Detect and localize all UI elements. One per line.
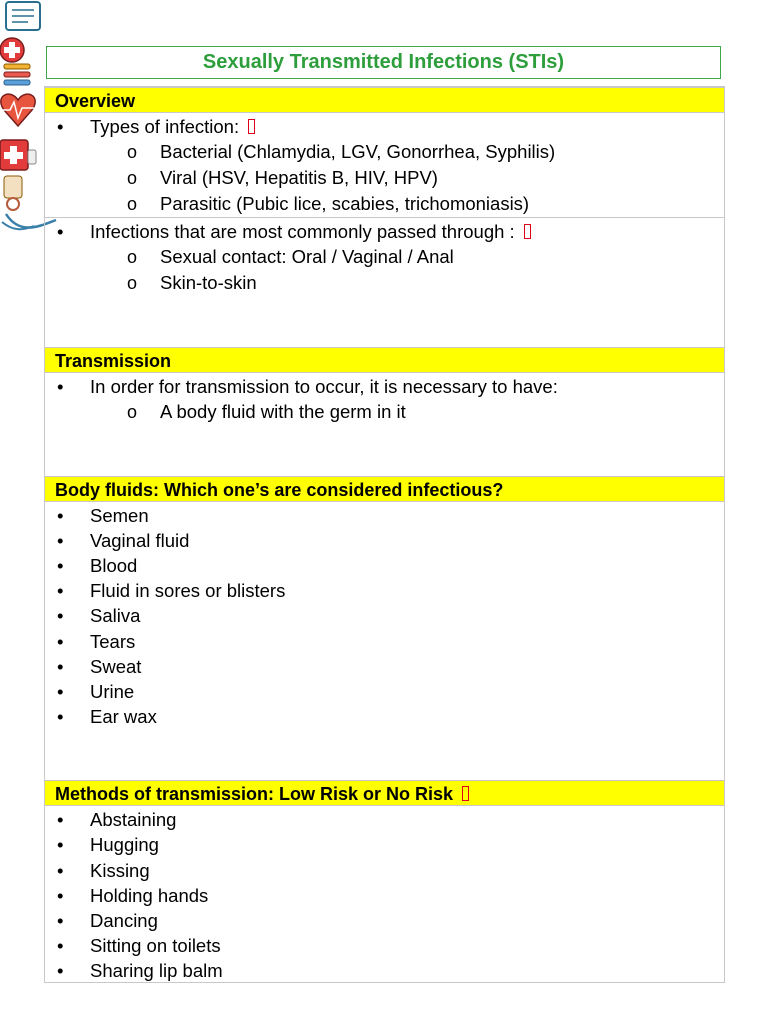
bullet-mark: • bbox=[57, 910, 64, 931]
list-item: • Semen bbox=[57, 505, 149, 526]
list-item: • Saliva bbox=[57, 605, 141, 626]
row-divider bbox=[45, 217, 724, 218]
list-item: • Hugging bbox=[57, 834, 159, 855]
bullet-mark: o bbox=[127, 247, 138, 267]
list-item: o Parasitic (Pubic lice, scabies, trichomoniasis) bbox=[127, 191, 529, 217]
bullet-mark: o bbox=[127, 168, 138, 188]
missing-glyph-icon bbox=[462, 786, 469, 801]
list-item: o Skin-to-skin bbox=[127, 270, 257, 296]
list-item: • Vaginal fluid bbox=[57, 530, 190, 551]
list-item: • Fluid in sores or blisters bbox=[57, 580, 286, 601]
list-item: • Blood bbox=[57, 555, 138, 576]
bullet-mark: • bbox=[57, 706, 64, 727]
bullet-mark: • bbox=[57, 605, 64, 626]
bullet-mark: • bbox=[57, 935, 64, 956]
bullet-mark: • bbox=[57, 555, 64, 576]
bullet-mark: • bbox=[57, 834, 64, 855]
list-item: • Types of infection: bbox=[57, 114, 255, 139]
list-item: o Viral (HSV, Hepatitis B, HIV, HPV) bbox=[127, 165, 438, 191]
list-item: • Tears bbox=[57, 631, 136, 652]
list-item: • Sweat bbox=[57, 656, 142, 677]
list-item: • Urine bbox=[57, 681, 135, 702]
list-item: • Kissing bbox=[57, 860, 150, 881]
list-item: • Sharing lip balm bbox=[57, 960, 223, 981]
bullet-mark: • bbox=[57, 631, 64, 652]
list-item: • Holding hands bbox=[57, 885, 209, 906]
content-table bbox=[44, 86, 725, 983]
bullet-mark: • bbox=[57, 809, 64, 830]
bullet-mark: • bbox=[57, 860, 64, 881]
section-heading-methods: Methods of transmission: Low Risk or No Risk bbox=[45, 780, 724, 806]
list-item: o A body fluid with the germ in it bbox=[127, 399, 406, 425]
bullet-mark: o bbox=[127, 194, 138, 214]
missing-glyph-icon bbox=[524, 224, 531, 239]
bullet-mark: • bbox=[57, 656, 64, 677]
bullet-mark: • bbox=[57, 221, 64, 242]
bullet-mark: o bbox=[127, 402, 138, 422]
list-item: • In order for transmission to occur, it is necessary to have: bbox=[57, 376, 558, 397]
missing-glyph-icon bbox=[248, 119, 255, 134]
bullet-mark: • bbox=[57, 681, 64, 702]
bullet-mark: • bbox=[57, 116, 64, 137]
list-item: • Abstaining bbox=[57, 809, 177, 830]
bullet-mark: o bbox=[127, 273, 138, 293]
bullet-mark: • bbox=[57, 580, 64, 601]
bullet-mark: • bbox=[57, 505, 64, 526]
bullet-mark: • bbox=[57, 960, 64, 981]
document-title bbox=[46, 46, 721, 79]
list-item: • Ear wax bbox=[57, 706, 157, 727]
section-heading-transmission: Transmission bbox=[45, 347, 724, 373]
section-heading-body-fluids: Body fluids: Which one’s are considered infectious? bbox=[45, 476, 724, 502]
list-item: o Bacterial (Chlamydia, LGV, Gonorrhea, Syphilis) bbox=[127, 139, 555, 165]
bullet-mark: o bbox=[127, 142, 138, 162]
title-text: Sexually Transmitted Infections (STIs) bbox=[202, 51, 565, 73]
bullet-mark: • bbox=[57, 530, 64, 551]
bullet-mark: • bbox=[57, 376, 64, 397]
list-item: • Sitting on toilets bbox=[57, 935, 221, 956]
bullet-mark: • bbox=[57, 885, 64, 906]
section-heading-overview: Overview bbox=[45, 87, 724, 113]
list-item: • Infections that are most commonly passed through : bbox=[57, 219, 531, 244]
list-item: o Sexual contact: Oral / Vaginal / Anal bbox=[127, 244, 454, 270]
list-item: • Dancing bbox=[57, 910, 158, 931]
